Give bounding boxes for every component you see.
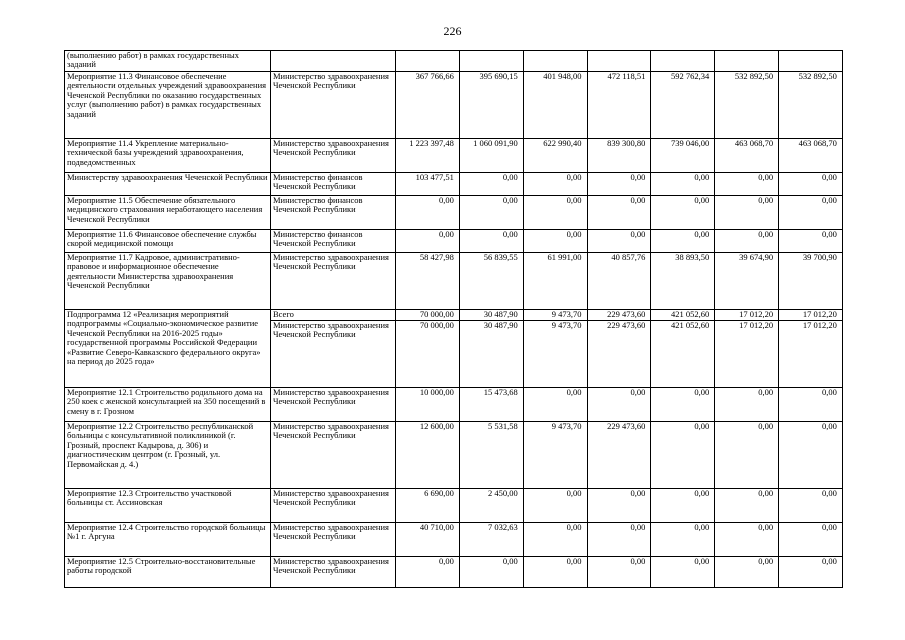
measure-name-cell: Мероприятие 12.5 Строительно-восстановительные работы городской	[65, 557, 271, 588]
table-row	[65, 422, 843, 489]
value-cell: 0,00	[779, 196, 843, 230]
value-cell: 30 487,90	[459, 310, 523, 321]
value-cell: 0,00	[587, 557, 651, 588]
value-cell: 0,00	[651, 523, 715, 557]
value-cell: 0,00	[715, 422, 779, 489]
value-cell: 9 473,70	[523, 310, 587, 321]
value-cell: 463 068,70	[715, 139, 779, 173]
executor-cell: Министерство здравоохранения Чеченской Республики	[271, 523, 396, 557]
executor-cell: Министерство здравоохранения Чеченской Республики	[271, 388, 396, 422]
value-cell: 5 531,58	[459, 422, 523, 489]
value-cell: 15 473,68	[459, 388, 523, 422]
value-cell: 0,00	[587, 173, 651, 196]
executor-cell: Министерство здравоохранения Чеченской Республики	[271, 489, 396, 523]
value-cell	[396, 51, 460, 72]
value-cell: 401 948,00	[523, 72, 587, 139]
value-cell: 0,00	[587, 230, 651, 253]
value-cell: 0,00	[523, 196, 587, 230]
value-cell: 395 690,15	[459, 72, 523, 139]
value-cell: 40 710,00	[396, 523, 460, 557]
measure-name-cell: Мероприятие 11.5 Обеспечение обязательного медицинского страхования неработающего населения Чеченской Республики	[65, 196, 271, 230]
measure-name-cell: Мероприятие 11.7 Кадровое, административно-правовое и информационное обеспечение деятельности Министерства здравоохранения Чеченской Республики	[65, 253, 271, 310]
budget-table	[64, 50, 843, 588]
table-row	[65, 557, 843, 588]
value-cell: 532 892,50	[715, 72, 779, 139]
table-row	[65, 230, 843, 253]
value-cell: 0,00	[779, 489, 843, 523]
value-cell: 739 046,00	[651, 139, 715, 173]
value-cell: 367 766,66	[396, 72, 460, 139]
value-cell: 39 674,90	[715, 253, 779, 310]
value-cell: 0,00	[651, 388, 715, 422]
value-cell: 0,00	[523, 489, 587, 523]
value-cell: 0,00	[715, 173, 779, 196]
value-cell: 532 892,50	[779, 72, 843, 139]
value-cell: 0,00	[651, 422, 715, 489]
table-row	[65, 72, 843, 139]
table-row	[65, 489, 843, 523]
value-cell: 17 012,20	[715, 310, 779, 321]
value-cell: 229 473,60	[587, 422, 651, 489]
value-cell: 70 000,00	[396, 310, 460, 321]
value-cell: 7 032,63	[459, 523, 523, 557]
value-cell: 0,00	[587, 388, 651, 422]
value-cell: 0,00	[715, 557, 779, 588]
value-cell: 0,00	[459, 230, 523, 253]
value-cell: 622 990,40	[523, 139, 587, 173]
executor-cell: Министерство финансов Чеченской Республики	[271, 173, 396, 196]
value-cell: 229 473,60	[587, 321, 651, 388]
value-cell: 30 487,90	[459, 321, 523, 388]
value-cell: 17 012,20	[779, 310, 843, 321]
value-cell: 0,00	[459, 557, 523, 588]
executor-cell: Министерство финансов Чеченской Республики	[271, 196, 396, 230]
value-cell: 0,00	[651, 557, 715, 588]
page-number: 226	[443, 24, 462, 38]
measure-name-cell: Министерству здравоохранения Чеченской Республики	[65, 173, 271, 196]
value-cell: 592 762,34	[651, 72, 715, 139]
executor-cell: Министерство здравоохранения Чеченской Республики	[271, 422, 396, 489]
value-cell: 12 600,00	[396, 422, 460, 489]
value-cell: 6 690,00	[396, 489, 460, 523]
value-cell: 0,00	[587, 523, 651, 557]
value-cell: 472 118,51	[587, 72, 651, 139]
value-cell: 0,00	[715, 230, 779, 253]
value-cell: 56 839,55	[459, 253, 523, 310]
value-cell: 0,00	[715, 489, 779, 523]
value-cell: 2 450,00	[459, 489, 523, 523]
value-cell: 0,00	[523, 557, 587, 588]
value-cell: 0,00	[715, 523, 779, 557]
executor-cell: Министерство финансов Чеченской Республики	[271, 230, 396, 253]
value-cell: 58 427,98	[396, 253, 460, 310]
value-cell: 0,00	[651, 489, 715, 523]
value-cell: 0,00	[651, 173, 715, 196]
value-cell: 0,00	[523, 388, 587, 422]
value-cell: 0,00	[651, 196, 715, 230]
value-cell: 10 000,00	[396, 388, 460, 422]
value-cell: 0,00	[651, 230, 715, 253]
table-row	[65, 196, 843, 230]
value-cell: 839 300,80	[587, 139, 651, 173]
value-cell: 103 477,51	[396, 173, 460, 196]
value-cell: 463 068,70	[779, 139, 843, 173]
value-cell: 421 052,60	[651, 321, 715, 388]
value-cell: 0,00	[587, 489, 651, 523]
value-cell: 61 991,00	[523, 253, 587, 310]
measure-name-cell: Мероприятие 12.2 Строительство республиканской больницы с консультативной поликлиникой (г. Грозный, проспект Кадырова, д. 306) и диагностическим центром (г. Грозный, ул. Первомайская д. 4.)	[65, 422, 271, 489]
executor-cell: Всего	[271, 310, 396, 321]
table-row	[65, 523, 843, 557]
value-cell: 0,00	[779, 230, 843, 253]
value-cell: 38 893,50	[651, 253, 715, 310]
value-cell: 0,00	[459, 173, 523, 196]
table-row	[65, 310, 843, 321]
measure-name-cell: Мероприятие 11.3 Финансовое обеспечение деятельности отдельных учреждений здравоохранения Чеченской Республики по оказанию государственных услуг (выполнению работ) в рамках государственных заданий	[65, 72, 271, 139]
value-cell: 0,00	[396, 230, 460, 253]
measure-name-cell: Подпрограмма 12 «Реализация мероприятий подпрограммы «Социально-экономическое развитие Чеченской Республики на 2016-2025 годы» государственной программы Российской Федерации «Развитие Северо-Кавказского федерального округа» на период до 2025 года»	[65, 310, 271, 388]
executor-cell: Министерство здравоохранения Чеченской Республики	[271, 557, 396, 588]
value-cell: 70 000,00	[396, 321, 460, 388]
table-row	[65, 139, 843, 173]
table-row	[65, 388, 843, 422]
value-cell: 9 473,70	[523, 321, 587, 388]
measure-name-cell: Мероприятие 11.4 Укрепление материально-технической базы учреждений здравоохранения, подведомственных	[65, 139, 271, 173]
value-cell: 0,00	[523, 173, 587, 196]
value-cell: 9 473,70	[523, 422, 587, 489]
value-cell: 40 857,76	[587, 253, 651, 310]
value-cell: 0,00	[396, 196, 460, 230]
value-cell: 0,00	[779, 523, 843, 557]
value-cell: 0,00	[459, 196, 523, 230]
executor-cell: Министерство здравоохранения Чеченской Республики	[271, 253, 396, 310]
measure-name-cell: Мероприятие 12.4 Строительство городской больницы №1 г. Аргуна	[65, 523, 271, 557]
value-cell: 229 473,60	[587, 310, 651, 321]
executor-cell	[271, 51, 396, 72]
value-cell: 1 060 091,90	[459, 139, 523, 173]
value-cell	[779, 51, 843, 72]
value-cell: 0,00	[715, 196, 779, 230]
executor-cell: Министерство здравоохранения Чеченской Республики	[271, 72, 396, 139]
value-cell: 39 700,90	[779, 253, 843, 310]
value-cell: 0,00	[523, 230, 587, 253]
table-row	[65, 51, 843, 72]
value-cell: 17 012,20	[779, 321, 843, 388]
value-cell	[523, 51, 587, 72]
value-cell: 0,00	[779, 557, 843, 588]
value-cell: 1 223 397,48	[396, 139, 460, 173]
value-cell: 0,00	[779, 173, 843, 196]
value-cell: 421 052,60	[651, 310, 715, 321]
value-cell: 0,00	[396, 557, 460, 588]
measure-name-cell: Мероприятие 12.1 Строительство родильного дома на 250 коек с женской консультацией на 350 посещений в смену в г. Грозном	[65, 388, 271, 422]
value-cell: 0,00	[715, 388, 779, 422]
value-cell: 0,00	[779, 388, 843, 422]
value-cell	[651, 51, 715, 72]
measure-name-cell: Мероприятие 12.3 Строительство участковой больницы ст. Ассиновская	[65, 489, 271, 523]
measure-name-cell: (выполнению работ) в рамках государственных заданий	[65, 51, 271, 72]
table-row	[65, 253, 843, 310]
value-cell	[459, 51, 523, 72]
measure-name-cell: Мероприятие 11.6 Финансовое обеспечение службы скорой медицинской помощи	[65, 230, 271, 253]
executor-cell: Министерство здравоохранения Чеченской Республики	[271, 139, 396, 173]
value-cell: 0,00	[523, 523, 587, 557]
value-cell: 0,00	[587, 196, 651, 230]
value-cell	[715, 51, 779, 72]
value-cell	[587, 51, 651, 72]
value-cell: 0,00	[779, 422, 843, 489]
table-row	[65, 173, 843, 196]
value-cell: 17 012,20	[715, 321, 779, 388]
executor-cell: Министерство здравоохранения Чеченской Республики	[271, 321, 396, 388]
